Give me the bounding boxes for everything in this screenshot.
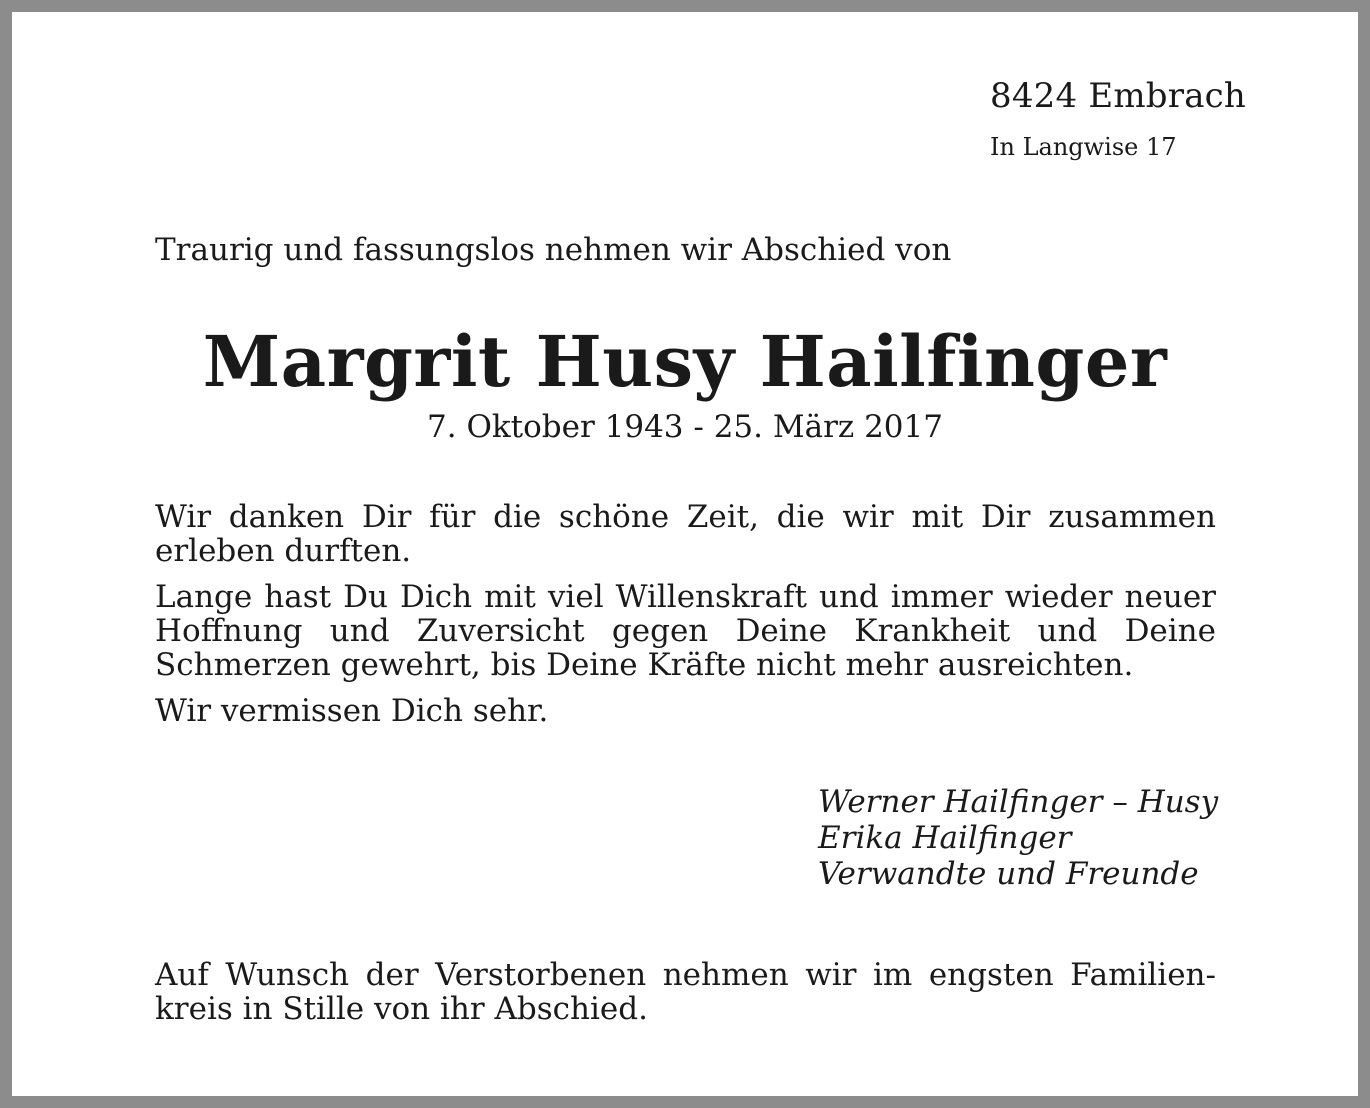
- message-paragraph: Wir danken Dir für die schöne Zeit, die wir mit Dir zusammen erleben durften.: [155, 499, 1216, 569]
- intro-text: Traurig und fassungslos nehmen wir Abschied von: [155, 232, 952, 268]
- closing-note: [155, 958, 1216, 1026]
- signature-line: Erika Hailfinger: [818, 820, 1072, 856]
- signature-line: Werner Hailfinger – Husy: [818, 784, 1219, 820]
- message-paragraph: Wir vermissen Dich sehr.: [155, 693, 549, 729]
- message-body: [155, 500, 1216, 740]
- address-street: In Langwise 17: [990, 133, 1177, 161]
- life-dates: 7. Oktober 1943 - 25. März 2017: [427, 409, 943, 445]
- deceased-name: Margrit Husy Hailfinger: [202, 320, 1168, 403]
- address-block: [990, 76, 1246, 162]
- obituary-notice: [12, 12, 1358, 1096]
- closing-text: Auf Wunsch der Verstorbenen nehmen wir im engsten Familien-kreis in Stille von ihr Abschied.: [155, 957, 1216, 1027]
- address-city: 8424 Embrach: [990, 76, 1247, 116]
- signature-line: Verwandte und Freunde: [818, 856, 1199, 892]
- message-paragraph: Lange hast Du Dich mit viel Willenskraft und immer wieder neuer Hoffnung und Zuversicht gegen Deine Krankheit und Deine Schmerzen gewehrt, bis Deine Kräfte nicht mehr ausreichten.: [155, 579, 1216, 683]
- signatures: [818, 784, 1218, 892]
